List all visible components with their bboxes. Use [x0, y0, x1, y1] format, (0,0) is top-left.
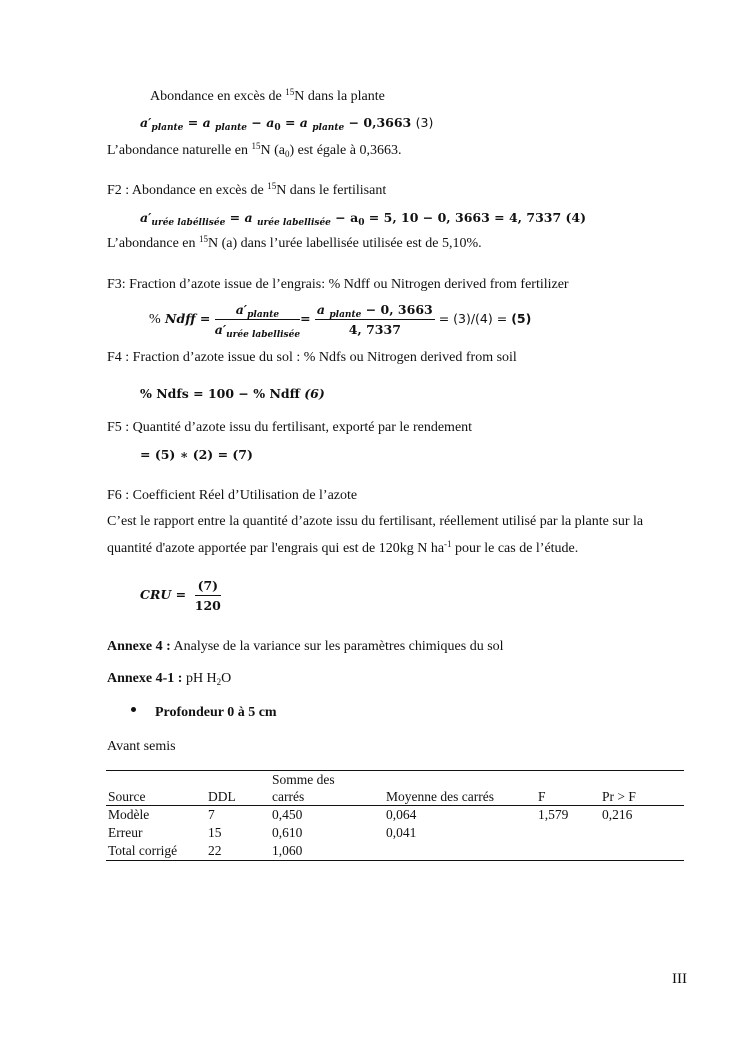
table-row: [106, 824, 684, 842]
cell: 15: [208, 825, 222, 840]
f3-heading: F3: Fraction d’azote issue de l’engrais: % Ndff ou Nitrogen derived from fertilizer: [107, 277, 569, 292]
col-f: F: [538, 789, 546, 804]
equation-3: $a'_{plante} = a$ $_{plante} - a_0 = a$ $_{plante}$ − 0,3663 (3): [140, 115, 434, 133]
cell: Total corrigé: [108, 843, 178, 858]
col-ddl: DDL: [208, 789, 236, 804]
annexe-4-1-heading: Annexe 4-1 : pH $H_2O$: [107, 671, 232, 687]
excess-abundance-plant-heading: Abondance en excès de $^{15}$N dans la plante: [150, 87, 385, 104]
cell: [600, 824, 684, 842]
cell: [536, 842, 600, 861]
annexe-4-heading: Annexe 4 : Analyse de la variance sur les paramètres chimiques du sol: [107, 639, 504, 654]
cell: 0,064: [386, 807, 417, 822]
cell: [536, 824, 600, 842]
page-number: III: [672, 971, 687, 987]
equation-4: $a'_{urée labéllisée} = a$ $_{urée labellisée} - a_0 = 5$, 10 − 0, 3663 = 4, 7337 (4): [140, 210, 587, 228]
equation-5: % Ndff = $\frac{a'_{plante}}{a'_{urée labellisée}}$ = $\frac{a _{plante} - 0, 3663}{4, 7337}$ = (3)/(4) = (5): [149, 302, 532, 340]
f6-heading: F6 : Coefficient Réel d’Utilisation de l’azote: [107, 488, 358, 503]
depth-bullet-label: Profondeur 0 à 5 cm: [155, 705, 277, 720]
cell: 1,060: [272, 843, 303, 858]
cell: Modèle: [108, 807, 150, 822]
cell: 7: [208, 807, 215, 822]
avant-semis-label: Avant semis: [107, 739, 176, 754]
col-moyenne: Moyenne des carrés: [386, 789, 494, 804]
col-pr: Pr > F: [602, 789, 636, 804]
cell: [384, 842, 536, 861]
cell: [600, 842, 684, 861]
fraction-a-plante: $\frac{a _{plante} - 0, 3663}{4, 7337}$: [316, 302, 433, 337]
cru-paragraph-line1: C’est le rapport entre la quantité d’azote issu du fertilisant, réellement utilisé par la plante sur la: [107, 514, 644, 529]
cell: 0,216: [602, 807, 633, 822]
equation-7: = (5) ∗ (2) = (7): [140, 447, 253, 462]
anova-table: [106, 770, 684, 861]
natural-abundance-line: L’abondance naturelle en $^{15}$N $(a_0)$ est égale à 0,3663.: [107, 141, 402, 159]
labelled-urea-abundance-line: L’abondance en $^{15}$N (a) dans l’urée labellisée utilisée est de 5,10%.: [107, 234, 482, 251]
cell: 0,610: [272, 825, 303, 840]
equation-6: % Ndfs = 100 − % Ndff (6): [140, 386, 325, 401]
cell: 22: [208, 843, 222, 858]
col-somme: Somme des carrés: [272, 772, 335, 804]
f2-heading: F2 : Abondance en excès de $^{15}$N dans le fertilisant: [107, 181, 387, 198]
bullet-dot: [131, 707, 136, 712]
f5-heading: F5 : Quantité d’azote issu du fertilisant, exporté par le rendement: [107, 420, 473, 435]
f4-heading: F4 : Fraction d’azote issue du sol : % Ndfs ou Nitrogen derived from soil: [107, 350, 517, 365]
cell: 0,450: [272, 807, 303, 822]
cell: Erreur: [108, 825, 143, 840]
cell: 1,579: [538, 807, 569, 822]
table-header-row: [106, 771, 684, 806]
table-row: [106, 806, 684, 825]
cell: 0,041: [386, 825, 417, 840]
equation-cru: CRU = $\frac{(7)}{120}$: [140, 578, 221, 613]
cru-paragraph-line2: quantité d'azote apportée par l'engrais qui est de 120kg N $ha^{-1}$ pour le cas de l’étude.: [107, 539, 579, 556]
fraction-apriime: $\frac{a'_{plante}}{a'_{urée labellisée}}$: [214, 302, 301, 340]
table-row: [106, 842, 684, 861]
col-source: Source: [108, 789, 146, 804]
